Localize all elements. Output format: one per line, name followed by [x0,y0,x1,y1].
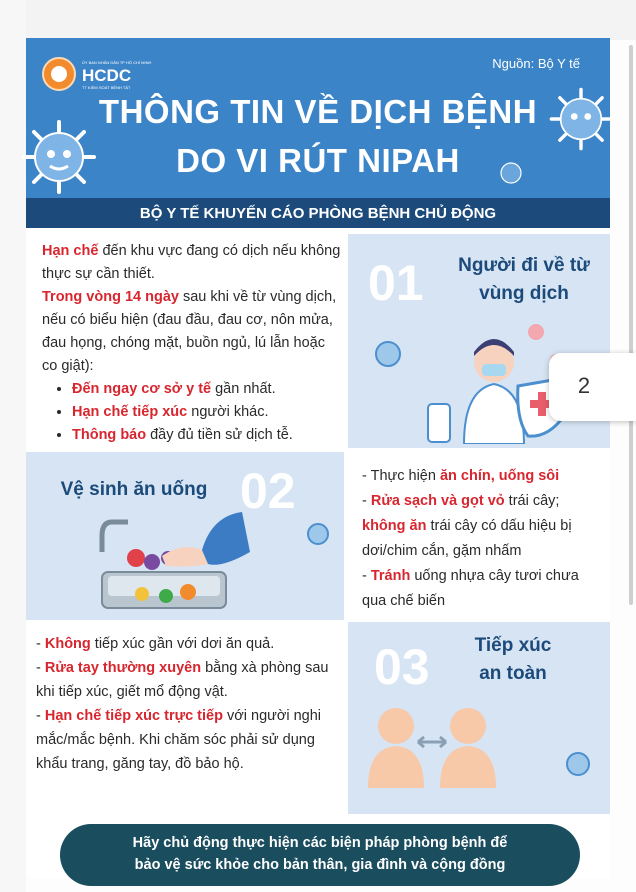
viewer-top-edge [0,0,636,40]
section1-title: Người đi về từ vùng dịch [458,255,590,304]
poster-subtitle: BỘ Y TẾ KHUYẾN CÁO PHÒNG BỆNH CHỦ ĐỘNG [139,205,497,222]
poster-title-line2: DO VI RÚT NIPAH [176,142,460,179]
poster-header [26,38,610,228]
infographic-poster [26,38,610,878]
section2-panel [26,452,344,620]
section3-title: Tiếp xúc an toàn [474,635,552,684]
page-number: 2 [577,373,591,398]
source-label: Nguồn: Bộ Y tế [492,56,580,71]
list-item: • Hạn chế tiếp xúc người khác. [72,401,342,424]
poster-title-line1: THÔNG TIN VỀ DỊCH BỆNH [98,93,538,130]
logo-small-text: TT KIỂM SOÁT BỆNH TẬT [82,85,131,90]
section3-text: - Không tiếp xúc gần với dơi ăn quả. - Rửa tay thường xuyên bằng xà phòng sau khi tiếp xúc, giết mổ động vật. - Hạn chế tiếp xúc trực tiếp với người nghi mắc/mắc bệnh. Khi chăm sóc phải sử dụng khẩu trang, găng tay, đồ bảo hộ. [36,636,329,772]
scrollbar[interactable] [629,45,633,605]
section3-panel [348,622,610,814]
logo-small-text: ỦY BAN NHÂN DÂN TP HỒ CHÍ MINH [82,60,152,65]
section2-text: - Thực hiện ăn chín, uống sôi - Rửa sạch và gọt vỏ trái cây; không ăn trái cây có dấu hiệu bị dơi/chim cắn, gặm nhấm - Tránh uống nhựa cây tươi chưa qua chế biến [362,468,579,609]
logo-name: HCDC [82,66,132,85]
section1-paragraph: Trong vòng 14 ngày sau khi về từ vùng dịch, nếu có biểu hiện (đau đầu, đau cơ, nôn mửa, đau họng, chóng mặt, buồn ngủ, lú lẫn hoặc co giật): [42,289,337,374]
section2-title: Vệ sinh ăn uống [60,479,208,500]
list-item: • Thông báo đầy đủ tiền sử dịch tễ. [72,424,342,447]
section-number: 01 [368,255,424,311]
safe-distance-illustration [368,702,598,802]
washing-fruit-illustration [82,512,332,618]
section-number: 03 [374,639,430,695]
hcdc-logo-emblem [42,57,76,91]
hcdc-logo [42,55,152,95]
footer-banner [60,824,580,886]
list-item: • Đến ngay cơ sở y tế gần nhất. [72,378,342,401]
section-number: 02 [240,463,296,519]
section1-paragraph: Hạn chế đến khu vực đang có dịch nếu không thực sự cần thiết. [42,243,341,282]
footer-text: Hãy chủ động thực hiện các biện pháp phòng bệnh để bảo vệ sức khỏe cho bản thân, gia đình và cộng đồng [132,835,508,873]
page-number-indicator[interactable] [549,353,636,421]
section1-bullets [42,378,342,447]
section1-text [42,240,342,447]
